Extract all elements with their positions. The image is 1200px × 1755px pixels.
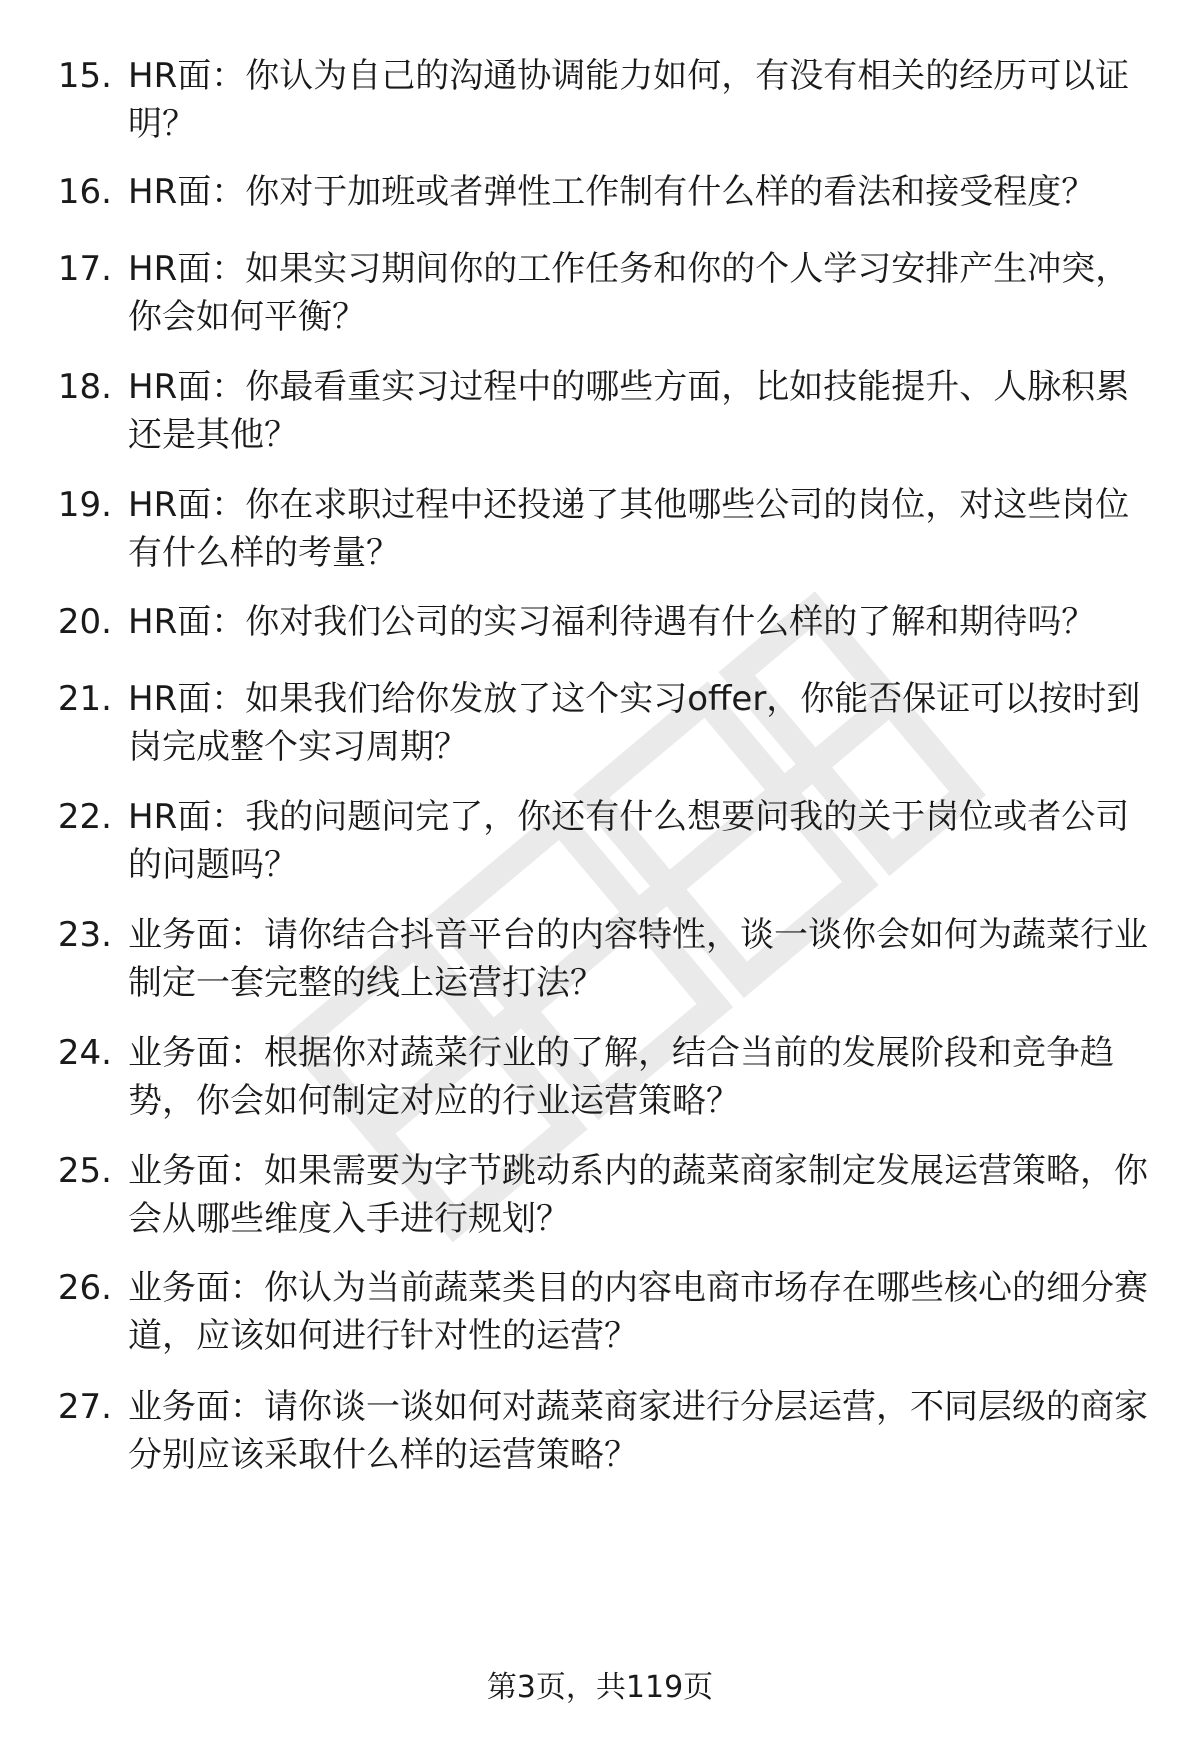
question-number: 20. [57,602,112,642]
question-text: HR面：你对于加班或者弹性工作制有什么样的看法和接受程度？ [128,172,1096,212]
question-text: HR面：你对我们公司的实习福利待遇有什么样的了解和期待吗？ [128,602,1096,642]
question-number: 24. [57,1033,112,1073]
question-number: 27. [57,1387,112,1427]
question-text: 业务面：根据你对蔬菜行业的了解，结合当前的发展阶段和竞争趋势，你会如何制定对应的行业运营策略？ [128,1033,1114,1121]
question-number: 17. [57,249,112,289]
question-number: 16. [57,172,112,212]
question-text: 业务面：如果需要为字节跳动系内的蔬菜商家制定发展运营策略，你会从哪些维度入手进行规划？ [128,1151,1148,1239]
question-number: 25. [57,1151,112,1191]
question-text: 业务面：请你结合抖音平台的内容特性，谈一谈你会如何为蔬菜行业制定一套完整的线上运营打法？ [128,915,1148,1003]
question-text: HR面：如果我们给你发放了这个实习offer，你能否保证可以按时到岗完成整个实习周期？ [128,679,1141,767]
question-number: 23. [57,915,112,955]
question-text: HR面：你认为自己的沟通协调能力如何，有没有相关的经历可以证明？ [128,56,1130,144]
question-text: 业务面：请你谈一谈如何对蔬菜商家进行分层运营，不同层级的商家分别应该采取什么样的运营策略？ [128,1387,1148,1475]
question-text: HR面：如果实习期间你的工作任务和你的个人学习安排产生冲突，你会如何平衡？ [128,249,1130,337]
question-number: 19. [57,485,112,525]
question-text: HR面：我的问题问完了，你还有什么想要问我的关于岗位或者公司的问题吗？ [128,797,1130,885]
page-number-footer: 第3页，共119页 [486,1670,714,1705]
question-number: 18. [57,367,112,407]
question-number: 26. [57,1268,112,1308]
question-text: 业务面：你认为当前蔬菜类目的内容电商市场存在哪些核心的细分赛道，应该如何进行针对性的运营？ [128,1268,1148,1356]
question-text: HR面：你最看重实习过程中的哪些方面，比如技能提升、人脉积累还是其他？ [128,367,1130,455]
question-text: HR面：你在求职过程中还投递了其他哪些公司的岗位，对这些岗位有什么样的考量？ [128,485,1130,573]
question-number: 15. [57,56,112,96]
question-number: 21. [57,679,112,719]
question-number: 22. [57,797,112,837]
